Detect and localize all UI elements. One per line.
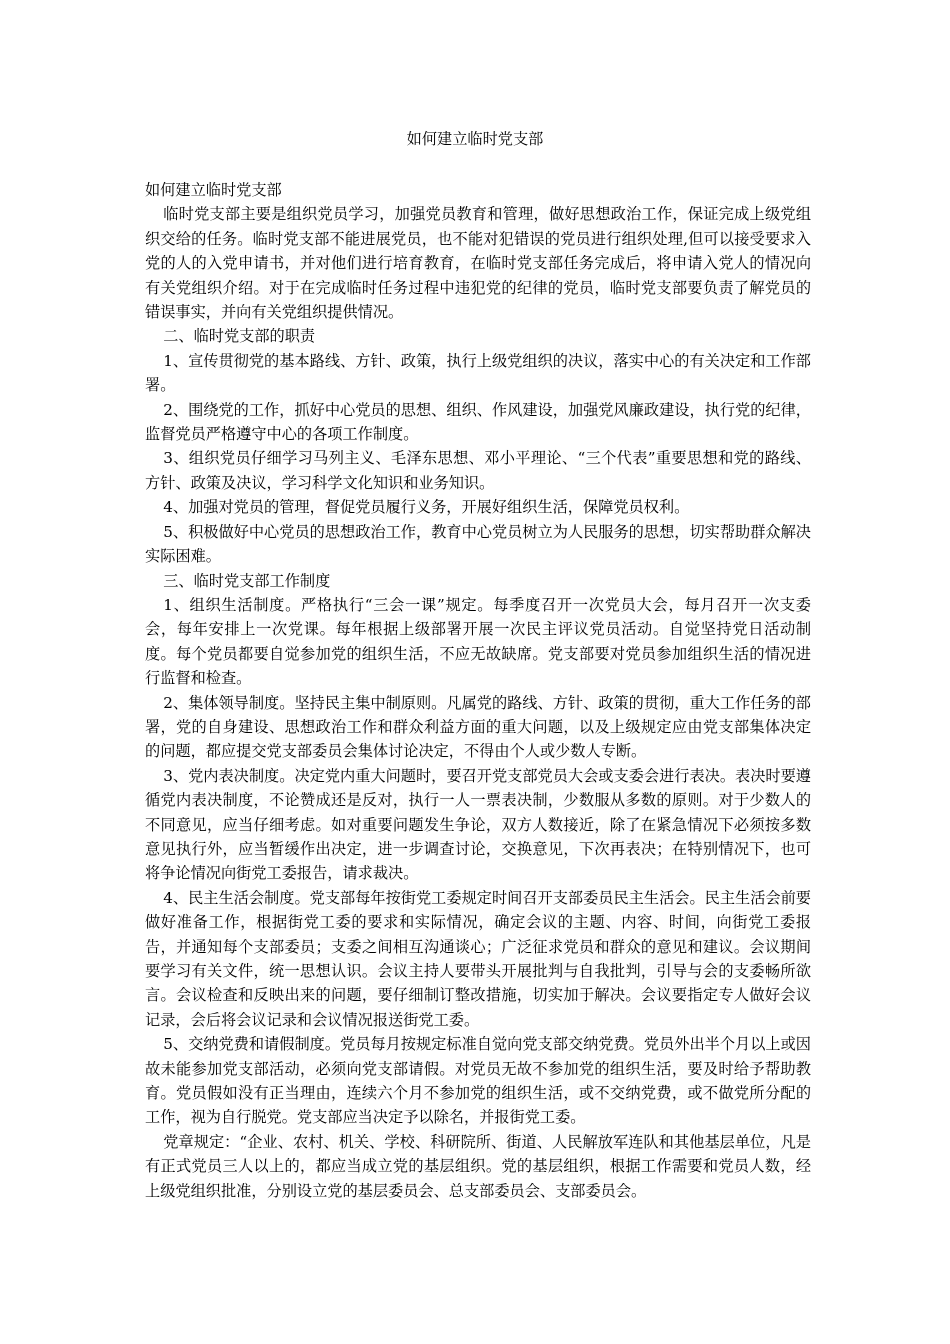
duty-item-5: 5、积极做好中心党员的思想政治工作，教育中心党员树立为人民服务的思想，切实帮助群众解决实际困难。	[145, 522, 811, 566]
duty-item-2: 2、围绕党的工作，抓好中心党员的思想、组织、作风建设，加强党风廉政建设，执行党的纪律，监督党员严格遵守中心的各项工作制度。	[145, 400, 811, 444]
rule-item-5: 5、交纳党费和请假制度。党员每月按规定标准自觉向党支部交纳党费。党员外出半个月以上或因故未能参加党支部活动，必须向党支部请假。对党员无故不参加党的组织生活，要及时给予帮助教育。党员假如没有正当理由，连续六个月不参加党的组织生活，或不交纳党费，或不做党所分配的工作，视为自行脱党。党支部应当决定予以除名，并报街党工委。	[145, 1035, 811, 1127]
section-heading-duties: 二、临时党支部的职责	[163, 327, 316, 346]
section-heading-rules: 三、临时党支部工作制度	[163, 571, 331, 590]
document-body	[145, 178, 811, 1203]
duty-item-3: 3、组织党员仔细学习马列主义、毛泽东思想、邓小平理论、“三个代表”重要思想和党的路线、方针、政策及决议，学习科学文化知识和业务知识。	[145, 449, 811, 492]
rule-item-1: 1、组织生活制度。严格执行“三会一课”规定。每季度召开一次党员大会，每月召开一次支委会，每年安排上一次党课。每年根据上级部署开展一次民主评议党员活动。自觉坚持党日活动制度。每个党员都要自觉参加党的组织生活，不应无故缺席。党支部要对党员参加组织生活的情况进行监督和检查。	[145, 595, 811, 688]
rule-item-2: 2、集体领导制度。坚持民主集中制原则。凡属党的路线、方针、政策的贯彻，重大工作任务的部署，党的自身建设、思想政治工作和群众利益方面的重大问题，以及上级规定应由党支部集体决定的问题，都应提交党支部委员会集体讨论决定，不得由个人或少数人专断。	[145, 693, 811, 761]
duty-item-4: 4、加强对党员的管理，督促党员履行义务，开展好组织生活，保障党员权利。	[163, 498, 690, 517]
duty-item-1: 1、宣传贯彻党的基本路线、方针、政策，执行上级党组织的决议，落实中心的有关决定和工作部署。	[145, 351, 811, 395]
document-title: 如何建立临时党支部	[406, 130, 544, 148]
document-subtitle: 如何建立临时党支部	[145, 181, 282, 199]
rule-item-3: 3、党内表决制度。决定党内重大问题时，要召开党支部党员大会或支委会进行表决。表决时要遵循党内表决制度，不论赞成还是反对，执行一人一票表决制，少数服从多数的原则。对于少数人的不同意见，应当仔细考虑。如对重要问题发生争论，双方人数接近，除了在紧急情况下必须按多数意见执行外，应当暂缓作出决定，进一步调查讨论，交换意见，下次再表决；在特别情况下，也可将争论情况向街党工委报告，请求裁决。	[145, 766, 811, 883]
paragraph-intro: 临时党支部主要是组织党员学习，加强党员教育和管理，做好思想政治工作，保证完成上级党组织交给的任务。临时党支部不能进展党员，也不能对犯错误的党员进行组织处理,但可以接受要求入党的人的入党申请书，并对他们进行培育教育，在临时党支部任务完成后，将申请入党人的情况向有关党组织介绍。对于在完成临时任务过程中违犯党的纪律的党员，临时党支部要负责了解党员的错误事实，并向有关党组织提供情况。	[145, 205, 811, 322]
rule-item-4: 4、民主生活会制度。党支部每年按街党工委规定时间召开支部委员民主生活会。民主生活会前要做好准备工作，根据街党工委的要求和实际情况，确定会议的主题、内容、时间，向街党工委报告，并通知每个支部委员；支委之间相互沟通谈心；广泛征求党员和群众的意见和建议。会议期间要学习有关文件，统一思想认识。会议主持人要带头开展批判与自我批判，引导与会的支委畅所欲言。会议检查和反映出来的问题，要仔细制订整改措施，切实加于解决。会议要指定专人做好会议记录，会后将会议记录和会议情况报送街党工委。	[145, 888, 811, 1029]
paragraph-party-constitution: 党章规定：“企业、农村、机关、学校、科研院所、街道、人民解放军连队和其他基层单位，凡是有正式党员三人以上的，都应当成立党的基层组织。党的基层组织，根据工作需要和党员人数，经上级党组织批准，分别设立党的基层委员会、总支部委员会、支部委员会。	[145, 1132, 811, 1200]
